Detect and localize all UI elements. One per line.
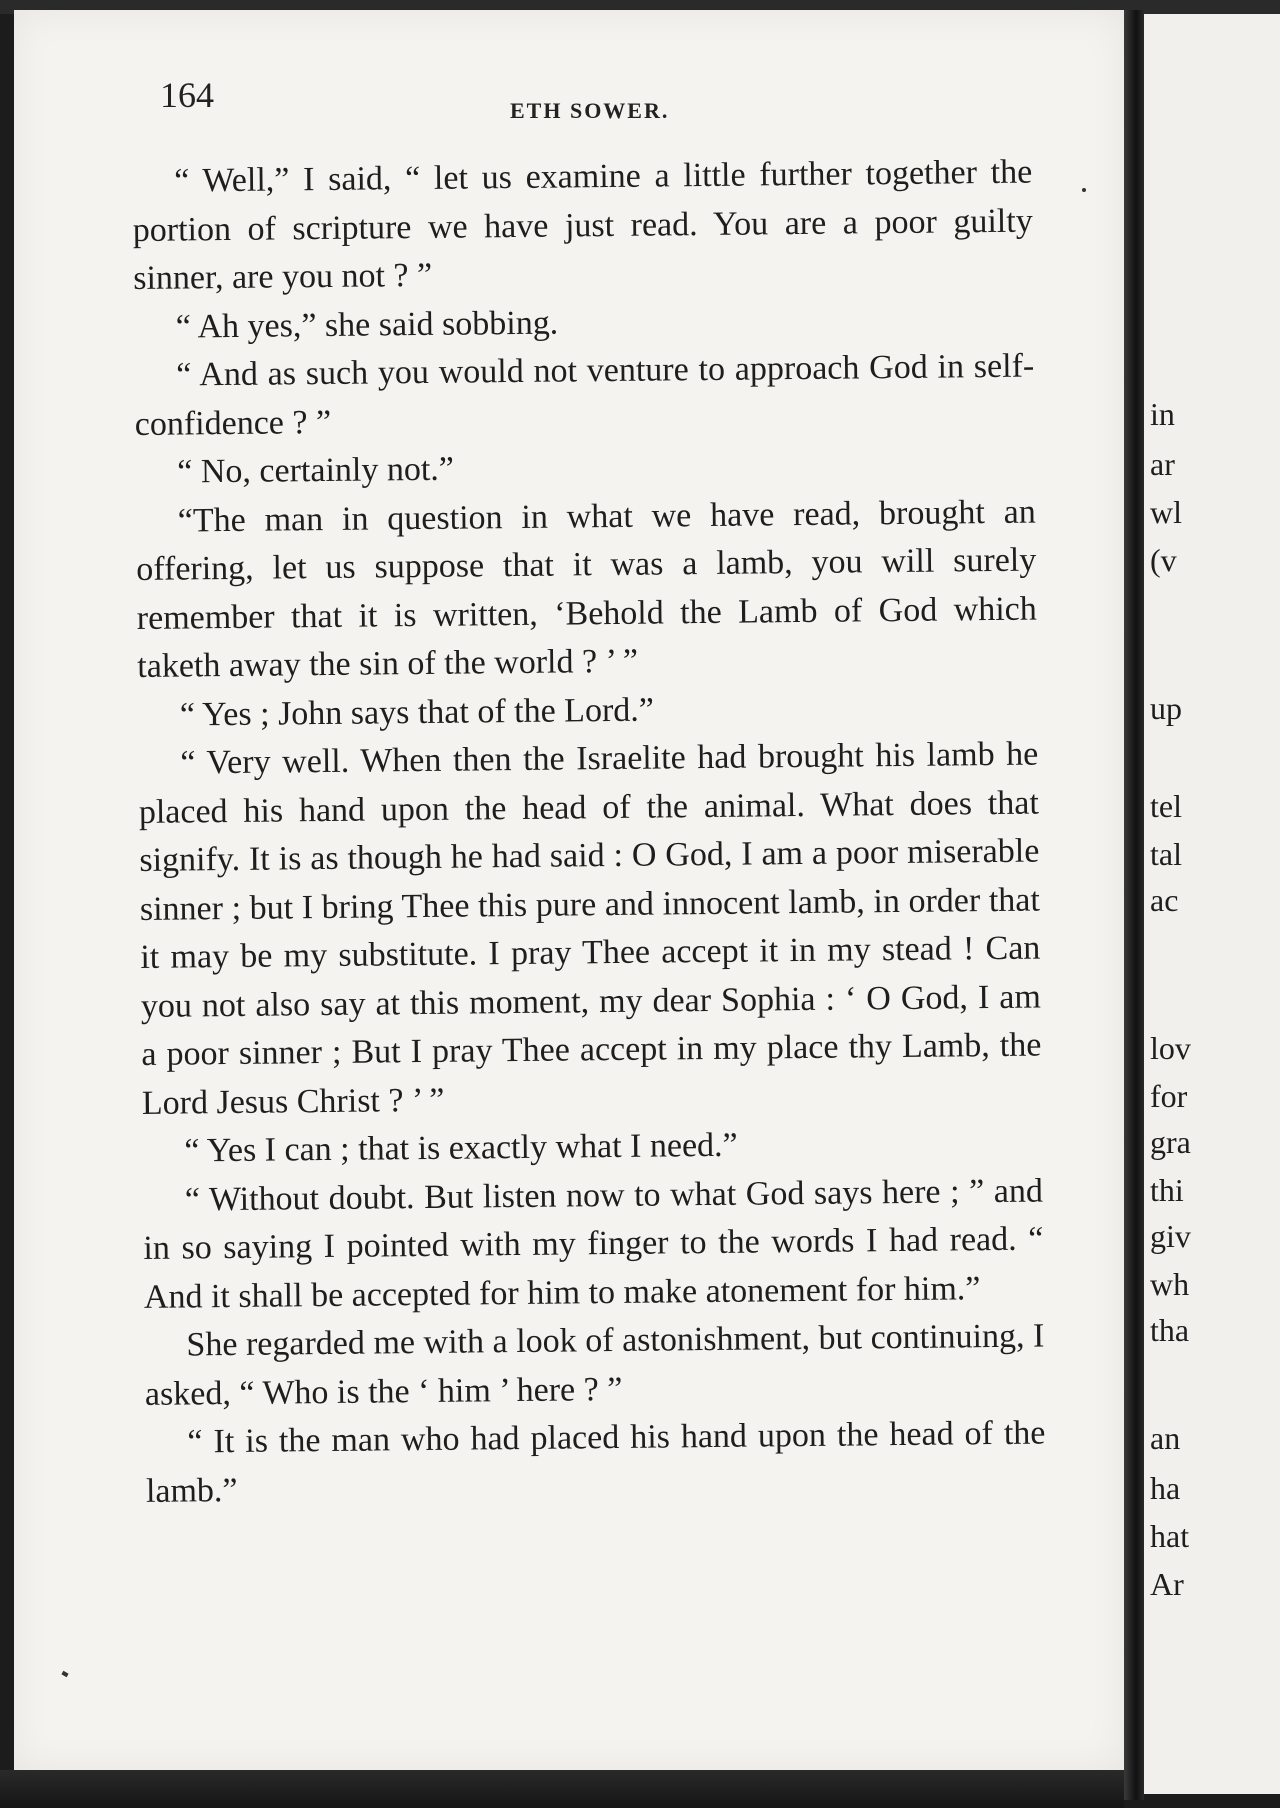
text-fragment: ac bbox=[1150, 882, 1179, 918]
text-fragment: for bbox=[1150, 1078, 1188, 1114]
text-fragment: ar bbox=[1150, 446, 1175, 482]
paragraph: “The man in question in what we have read, brought an offering, let us suppose that it was a lamb, you will surely remember that it is written, ‘Behold the Lamb of God which taketh away the sin of the world ? ’ ” bbox=[136, 493, 1037, 685]
paragraph: “ No, certainly not.” bbox=[177, 450, 455, 491]
right-page-edge bbox=[1144, 14, 1280, 1794]
text-fragment: giv bbox=[1150, 1218, 1191, 1254]
text-fragment: gra bbox=[1150, 1124, 1191, 1160]
paragraph: “ Yes I can ; that is exactly what I need.” bbox=[184, 1126, 738, 1170]
text-fragment: thi bbox=[1150, 1172, 1184, 1208]
text-fragment: in bbox=[1150, 396, 1175, 432]
paragraph: “ Ah yes,” she said sobbing. bbox=[175, 304, 559, 346]
scan-bottom-edge bbox=[0, 1770, 1124, 1808]
paragraph: “ Well,” I said, “ let us examine a little further together the portion of scripture we have just read. You are a poor guilty sinner, are you not ? ” bbox=[132, 153, 1033, 297]
paragraph: “ And as such you would not venture to approach God in self-confidence ? ” bbox=[134, 347, 1035, 443]
paragraph: “ It is the man who had placed his hand upon the head of the lamb.” bbox=[145, 1414, 1046, 1510]
paragraph: “ Very well. When then the Israelite had brought his lamb he placed his hand upon the head of the animal. What does that signify. It is as though he had said : O God, I am a poor miserable sinner ; but I bring Thee this pure and innocent lamb, in order that it may be my substitute. I pray Thee accept it in my stead ! Can you not also say at this moment, my dear Sophia : ‘ O God, I am a poor sinner ; But I pray Thee accept in my place thy Lamb, the Lord Jesus Christ ? ’ ” bbox=[138, 735, 1042, 1122]
book-gutter bbox=[1124, 10, 1144, 1800]
page-header bbox=[154, 68, 1024, 128]
body-text bbox=[132, 149, 1046, 1516]
text-fragment: tha bbox=[1150, 1312, 1190, 1348]
text-fragment: an bbox=[1150, 1420, 1181, 1456]
page-number: 164 bbox=[160, 75, 214, 115]
text-fragment: hat bbox=[1150, 1518, 1190, 1554]
text-fragment: wh bbox=[1150, 1266, 1190, 1302]
text-fragment: wl bbox=[1150, 494, 1182, 530]
margin-speck bbox=[61, 1671, 68, 1677]
running-head: ETH SOWER. bbox=[510, 98, 670, 123]
text-fragment: (v bbox=[1150, 542, 1177, 578]
text-fragment: tal bbox=[1150, 836, 1182, 872]
paragraph: “ Without doubt. But listen now to what God says here ; ” and in so saying I pointed with my finger to the words I had read. “ And it shall be accepted for him to make atonement for him.” bbox=[143, 1172, 1044, 1316]
text-fragment: up bbox=[1150, 690, 1182, 726]
text-fragment: lov bbox=[1150, 1030, 1191, 1066]
left-page bbox=[14, 10, 1124, 1770]
margin-speck bbox=[1082, 188, 1086, 192]
text-fragment: tel bbox=[1150, 788, 1182, 824]
text-fragment: ha bbox=[1150, 1470, 1181, 1506]
text-fragment: Ar bbox=[1150, 1566, 1184, 1602]
paragraph: “ Yes ; John says that of the Lord.” bbox=[179, 691, 655, 734]
paragraph: She regarded me with a look of astonishment, but continuing, I asked, “ Who is the ‘ him ’ here ? ” bbox=[144, 1317, 1045, 1413]
